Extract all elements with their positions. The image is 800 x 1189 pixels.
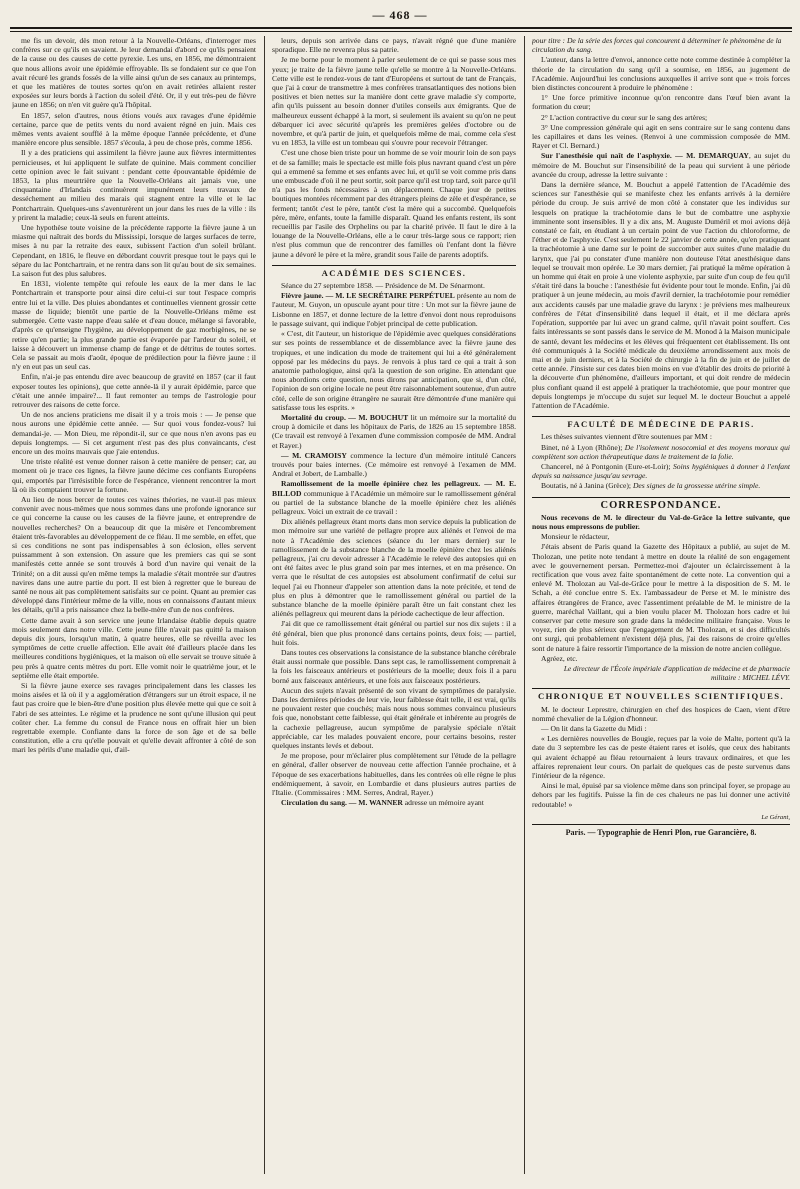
paragraph: Dans toutes ces observations la consistance de la substance blanche cérébrale était aussi normale que possible. Dans sept cas, le ramollissement comprenait à la fois les faisceaux antérieurs et postérieurs de la moelle; deux fois il a paru borné aux faisceaux antérieurs, et une fois aux faisceaux postérieurs.	[272, 648, 516, 685]
paragraph: Les thèses suivantes viennent d'être soutenues par MM :	[541, 432, 712, 442]
paragraph: 2° L'action contractive du cœur sur le sang des artères;	[541, 112, 708, 122]
thesis-entry: Chancerel, né à Pontgonin (Eure-et-Loir); Soins hygiéniques à donner à l'enfant depuis sa naissance jusqu'au sevrage.	[532, 461, 790, 481]
paragraph: Nous recevons de M. le directeur du Val-de-Grâce la lettre suivante, que nous nous empressons de publier.	[532, 512, 790, 531]
paragraph: pour titre : De la série des forces qui concourent à déterminer le phénomène de la circulation du sang.	[532, 36, 782, 55]
paragraph: Dix aliénés pellagreux étant morts dans mon service depuis la publication de mon mémoire sur une variété de pellagre propre aux aliénés et l'envoi de ma note à l'Académie des sciences (séance du 1er mars dernier) sur le ramollissement de la substance blanche de la moelle épinière chez les aliénés pellagreux, j'ai cru devoir adresser à l'Académie le relevé des autopsies qui en ont été faites avec le plus grand soin par mes internes, et en ma présence. On verra que le résultat de ces autopsies est absolument confirmatif de celui sur lequel j'ai eu l'honneur d'appeler son attention dans la note précitée, et tend de plus en plus à démontrer que le ramollissement général ou partiel de la substance blanche de la moelle épinière paraît être un fait constant chez les aliénés pellagreux qui meurent dans la période cachectique de leur affection.	[272, 517, 516, 619]
paragraph: Au lieu de nous bercer de toutes ces vaines théories, ne vaut-il pas mieux convenir avec nous-mêmes que nous sommes dans une profonde ignorance sur ce qui concerne la cause ou les causes de la fièvre jaune, et entreprendre de nouvelles recherches? On a beaucoup dit que la misère et l'encombrement étaient très-favorables au développement de ce fléau. Il me semble, en effet, que si ces conditions ne sont pas indispensables à son éclosion, elles servent puissamment à son extension. On assure que les premiers cas qui se sont manifestés cette année se sont trouvés à bord d'un navire qui venait de la Trinité; on a dit aussi qu'en même temps la maladie s'était montrée sur d'autres navires dans une autre partie du port. Il est bien à regretter que le bureau de santé ne nous ait pas complètement satisfaits sur ce point. Quant au premier cas développé dans l'intérieur même de la ville, nous en connaissons d'autant mieux les détails, qu'il a pris naissance chez la belle-mère d'un de nos confrères.	[12, 494, 256, 615]
paragraph: Sur l'anesthésie qui naît de l'asphyxie. — M. DEMARQUAY, au sujet du mémoire de M. Bouchut sur l'insensibilité de la peau qui survient à une période avancée du croup, adresse la lettre suivante :	[532, 151, 790, 179]
subsection-heading: — M. CRAMOISY	[281, 450, 347, 460]
section-heading-academie: ACADÉMIE DES SCIENCES.	[272, 265, 516, 278]
header-rule-thin	[10, 31, 792, 32]
paragraph: « Les dernières nouvelles de Bougie, reçues par la voie de Malte, portent qu'à la date du 3 septembre les cas de peste étaient rares et isolés, que ceux des habitants qui avaient échappé au fléau retournaient à leurs travaux ordinaires, et que les affaires reprenaient leur cours. On parlait de quelques cas de peste survenus dans l'intérieur de la régence.	[532, 734, 790, 781]
thesis-entry: Boutatis, né à Janina (Grèce); Des signes de la grossesse utérine simple.	[541, 481, 761, 491]
paragraph: 3° Une compression générale qui agit en sens contraire sur le sang contenu dans les capillaires et dans les veines. (Renvoi à une commission composée de MM. Rayer et Cl. Bernard.)	[532, 122, 790, 151]
closing: Agréez, etc.	[541, 653, 578, 663]
paragraph: Dans la dernière séance, M. Bouchut a appelé l'attention de l'Académie des sciences sur l'anesthésie qui se manifeste chez les enfants arrivés à la dernière période du croup. Je suis arrivé de mon côté à constater que les individus sur lesquels on pratique la trachéotomie dans le but de combattre une asphyxie imminente sont insensibles. Il y a dix ans, M. Auguste Duméril et moi avions déjà constaté ce fait, en étudiant à un certain point de vue l'action du chloroforme, de l'éther et de l'asphyxie. C'est seulement le 22 janvier de cette année, qu'en pratiquant la trachéotomie à une dame sur le point de succomber aux suites d'une maladie du larynx, que j'ai pu constater d'une manière non douteuse l'état anesthésique dans lequel se trouvait mon opérée. Le 30 mars dernier, j'ai pratiqué la même opération à un homme qui était en proie à une violente asphyxie, par suite d'un coup de feu qu'il s'était tiré dans la bouche : l'anesthésie fut évidente pour tout le monde. Enfin, j'ai dû pratiquer à un jeune médecin, au mois d'avril dernier, la trachéotomie pour remédier aux accidents causés par une maladie grave du larynx : je préviens mes malheureux confrères de l'état d'insensibilité dans lequel il était, et il me déclara après l'opération, supportée par lui avec un grand calme, qu'il n'avait point souffert. Ces faits intéressants se sont passés dans le service de M. Monod à la Maison municipale de santé, devant les médecins et les élèves qui fréquentent cet établissement. Ils ont été communiqués à la Société médicale du deuxième arrondissement aux mois de mai et de juin derniers, et à la Société de chirurgie à la fin de juin et de juillet de cette année. J'insiste sur ces dates bien moins en vue d'établir des droits de priorité à la découverte d'un phénomène, d'ailleurs important, et qui doit rendre de médecin plus confiant quand il est appelé à pratiquer la trachéotomie, que pour montrer que depuis longtemps je m'occupe du sujet sur lequel M. le docteur Bouchut a appelé l'attention de l'Académie.	[532, 180, 790, 410]
page-number: — 468 —	[372, 8, 428, 22]
paragraph: — M. CRAMOISY commence la lecture d'un mémoire intitulé Cancers trouvés pour baies internes. (Ce mémoire est renvoyé à l'examen de MM. Andral et Jobert, de Lamballe.)	[272, 450, 516, 479]
paragraph: Cette dame avait à son service une jeune Irlandaise établie depuis quatre mois seulement dans notre ville. Cette jeune fille n'avait pas quitté la maison depuis dix jours, lorsqu'un matin, à quatre heures, elle se réveilla avec les symptômes de cette cruelle affection. Elle avait été d'ailleurs placée dans les meilleures conditions hygiéniques, et la maison où elle servait se trouve située à peu près à quatre cents mètres du port. Elle vomit noir le quatrième jour, et le septième elle était emportée.	[12, 615, 256, 680]
signature: Le directeur de l'École impériale d'application de médecine et de pharmacie militaire : MICHEL LÉVY.	[563, 664, 790, 683]
column-3	[532, 36, 790, 1174]
seance-line: Séance du 27 septembre 1858. — Présidence de M. De Sénarmont.	[281, 281, 485, 291]
paragraph: Mortalité du croup. — M. BOUCHUT lit un mémoire sur la mortalité du croup à domicile et dans les hôpitaux de Paris, de 1826 au 15 septembre 1858. (Ce travail est renvoyé à l'examen d'une commission composée de MM. Andral et Rayer.)	[272, 412, 516, 450]
paragraph: Ramollissement de la moelle épinière chez les pellagreux. — M. E. BILLOD communique à l'Académie un mémoire sur le ramollissement général ou partiel de la substance blanche de la moelle épinière chez les aliénés pellagreux. Voici un extrait de ce travail :	[272, 479, 516, 516]
column-2	[272, 36, 516, 1174]
gerant-label: Le Gérant,	[761, 813, 790, 821]
paragraph: Fièvre jaune. — M. LE SECRÉTAIRE PERPÉTUEL présente au nom de l'auteur, M. Guyon, un opuscule ayant pour titre : Un mot sur la fièvre jaune de Lisbonne en 1857, et donne lecture de la lettre d'envoi dont nous reproduisons le passage suivant, qui indique l'objet principal de cette publication.	[272, 291, 516, 328]
paragraph: Aucun des sujets n'avait présenté de son vivant de symptômes de paralysie. Dans les dernières périodes de leur vie, leur faiblesse était telle, il est vrai, qu'ils ne pouvaient rester que couchés; mais nous nous sommes convaincu plusieurs fois que, nonobstant cette faiblesse, qui était générale et inhérente au progrès de la cachexie pellagreuse, aucun symptôme de paralysie spéciale n'était appréciable, car les malades pouvaient encore, pour certains besoins, rester quelques instants levés et debout.	[272, 685, 516, 751]
header-rule	[10, 27, 792, 29]
paragraph: Une hypothèse toute voisine de la précédente rapporte la fièvre jaune à un miasme qui naîtrait des bords du Mississipi, lorsque de larges surfaces de terre, mises à nu par la retraite des eaux, subissent l'action d'un soleil brûlant. Cependant, en 1816, le fleuve en débordant couvrit presque tout le pays qui le sépare du lac Pontchartrain, et ne rentra dans son lit qu'au bout de six semaines. La saison fut des plus salubres.	[12, 223, 256, 279]
paragraph: L'auteur, dans la lettre d'envoi, annonce cette note comme destinée à compléter la théorie de la circulation du sang qu'il a soumise, en 1856, au jugement de l'Académie. Aujourd'hui les conclusions auxquelles il arrive sont que « trois forces bien distinctes concourent à produire le phénomène :	[532, 55, 790, 93]
paragraph: Enfin, n'ai-je pas entendu dire avec beaucoup de gravité en 1857 (car il faut exposer toutes les opinions), que cette année-là il y aurait épidémie, parce que c'était une année impaire?... Il faut remonter au temps de l'astrologie pour retrouver des raisons de cette force.	[12, 372, 256, 409]
paragraph: En 1857, selon d'autres, nous étions voués aux ravages d'une épidémie certaine, parce que de petits vents du nord avaient régné en juin. Mais ces mêmes vents avaient soufflé à la même époque l'année précédente, et d'une manière encore plus sensible. 1857 s'écoula, à peu de chose près, comme 1856.	[12, 110, 256, 148]
paragraph: Une triste réalité est venue donner raison à cette manière de penser; car, au moment où je trace ces lignes, la fièvre jaune décime ces confiants Européens qui, emportés par l'irrésistible force de l'espérance, viennent rencontrer la mort là où ils comptaient trouver la fortune.	[12, 457, 256, 494]
column-1	[12, 36, 256, 1174]
paragraph: leurs, depuis son arrivée dans ce pays, n'avait régné que d'une manière sporadique. Elle ne revenra plus sa patrie.	[272, 36, 516, 55]
subsection-heading: Mortalité du croup. — M. BOUCHUT	[281, 412, 409, 422]
paragraph: En 1831, violente tempête qui refoule les eaux de la mer dans le lac Pontchartrain et transporte pour ainsi dire celui-ci sur tout l'espace compris entre lui et la ville. Des pluies abondantes et continuelles viennent grossir cette masse de liquide; bientôt une partie de la Nouvelle-Orléans même est submergée. Cette vaste nappe d'eau salée et d'eau douce, mélange si favorable, d'après ce qu'enseigne l'hygiène, au développement de gaz morbigènes, ne se retire qu'en partie; la plus grande partie est évaporée par l'ardeur du soleil, et laisse à découvert un immense champ de fange et de détritus de toutes sortes. Cela se passait au mois d'août, époque de prédilection pour la fièvre jaune : il n'y en eut pas un seul cas.	[12, 279, 256, 372]
column-divider	[524, 36, 525, 1174]
printer-imprint: Paris. — Typographie de Henri Plon, rue Garancière, 8.	[532, 824, 790, 837]
paragraph: Circulation du sang. — M. WANNER adresse un mémoire ayant	[281, 798, 484, 808]
section-heading-correspondance: CORRESPONDANCE.	[532, 497, 790, 510]
paragraph: 1° Une force primitive inconnue qu'on rencontre dans l'œuf bien avant la formation du cœur;	[532, 93, 790, 112]
subsection-heading: Ramollissement de la moelle épinière chez les pellagreux. — M. E. BILLOD	[272, 479, 516, 498]
paragraph: Un de nos anciens praticiens me disait il y a trois mois : — Je pense que nous aurons une épidémie cette année. — Sur quoi vous fondez-vous? lui demandai-je. — Mon Dieu, me répondit-il, sur ce que nous n'en avons pas eu depuis longtemps. — Si cet argument n'est pas des plus convaincants, c'est encore un des moins mauvais que j'aie entendus.	[12, 410, 256, 456]
paragraph: J'étais absent de Paris quand la Gazette des Hôpitaux a publié, au sujet de M. Tholozan, une petite note tendant à mettre en doute la réalité de son engagement avec le gouvernement persan. Permettez-moi d'ajouter un éclaircissement à la rectification que vous avez faite spontanément de cette note. La convention qui a enlevé M. Tholozan au Val-de-Grâce pour le mettre à la disposition de S. M. le Schah, a été conclue entre S. Ex. l'ambassadeur de Perse et M. le ministre des affaires étrangères de France, avec l'assentiment préalable de M. le ministre de la guerre, maréchal Vaillant, qui a bien voulu placer M. Tholozan hors cadre et lui conserver par cette mesure son grade dans la médecine militaire française. Vous le voyez, rien de plus sérieux que l'engagement de M. Tholozan, et si des difficultés ont surgi, qui probablement n'existent déjà plus, j'ai des raisons de croire qu'elles sont de nature à faire ressortir l'importance de la mission de notre ancien collègue.	[532, 542, 790, 653]
paragraph: « C'est, dit l'auteur, un historique de l'épidémie avec quelques considérations sur ses points de ressemblance et de dissemblance avec la fièvre jaune des tropiques, et une indication du mode de traitement qui lui a été généralement opposé par les médecins du pays. Je renvois à plus tard ce qui a trait à son anatomie pathologique, ainsi qu'à la question de son origine. En attendant que nous abordions cette question, nous dirons par anticipation, que si, d'un côté, l'opinion de son origine locale ne peut être raisonnablement soutenue, d'un autre côté, celle de son origine étrangère ne saurait être démontrée d'une manière qui satisfasse tous les esprits. »	[272, 329, 516, 412]
subsection-heading: Circulation du sang. — M. WANNER	[281, 798, 403, 808]
paragraph: — On lit dans la Gazette du Midi :	[541, 724, 647, 734]
thesis-entry: Binet, né à Lyon (Rhône); De l'isolement nosocomial et des moyens moraux qui complètent son action thérapeutique dans le traitement de la folie.	[532, 442, 790, 461]
paragraph: me fis un devoir, dès mon retour à la Nouvelle-Orléans, d'interroger mes confrères sur ce qu'ils en savaient. Je leur demandai d'abord ce qu'ils pensaient de la cause ou des causes de cette pyrexie. Les uns, en 1856, me démontraient que nous allions avoir une épidémie effroyable. Ils se fondaient sur ce que l'on avait récuré les grands fossés de la ville ainsi qu'un de ses canaux au printemps, et que les matières de toutes sortes qu'on en avait retirées allaient rester exposées sur leurs bords à l'action du soleil d'été. Or, il y eut très-peu de fièvre jaune en 1856; on n'en vit guère qu'à l'hôpital.	[12, 36, 256, 110]
subsection-heading: Sur l'anesthésie qui naît de l'asphyxie. — M. DEMARQUAY	[541, 151, 749, 161]
paragraph: Il y a des praticiens qui assimilent la fièvre jaune aux fièvres intermittentes pernicieuses, et lui appliquent le sulfate de quinine. Mais comment concilier cette opinion avec le fait suivant : pendant cette épouvantable épidémie de 1853, la plus meurtrière que la Nouvelle-Orléans ait jamais vue, une cinquantaine d'Irlandais continuèrent impunément leurs travaux de desséchement au milieu des marais qui stagnent entre la ville et le lac Pontchartrain. Quelques-uns s'aventurèrent un jour dans les rues de la ville : ils y prirent la maladie; ceux-là seuls en furent atteints.	[12, 148, 256, 222]
paragraph: M. le docteur Leprestre, chirurgien en chef des hospices de Caen, vient d'être nommé chevalier de la Légion d'honneur.	[532, 704, 790, 723]
paragraph: Je me borne pour le moment à parler seulement de ce qui se passe sous mes yeux; je traite de la fièvre jaune telle qu'elle se montre à la Nouvelle-Orléans. Cette ville est le rendez-vous de tant d'Européens et surtout de tant de Français, que j'ai à cœur de transmettre à mes confrères transatlantiques des notions bien positives et bien nettes sur la manière dont cette grave maladie s'y comporte, afin qu'ils puissent au besoin donner d'utiles conseils aux émigrants. Que de malheureux eussent échappé à la mort, si seulement ils avaient su qu'on ne peut débarquer ici avec sécurité qu'après les premières gelées d'octobre ou de novembre, et qu'à partir de juin, et quelquefois même de mai, comme cela s'est vu en 1853, la ville est un tombeau qui s'ouvre pour recevoir l'étranger.	[272, 55, 516, 148]
section-heading-chronique: CHRONIQUE ET NOUVELLES SCIENTIFIQUES.	[532, 688, 790, 701]
paragraph: J'ai dit que ce ramollissement était général ou partiel sur nos dix sujets : il a été général, bien que plus prononcé dans certains points, deux fois; — partiel, huit fois.	[272, 619, 516, 647]
section-heading-faculte: FACULTÉ DE MÉDECINE DE PARIS.	[532, 416, 790, 429]
paragraph: Je me propose, pour m'éclairer plus complètement sur l'étude de la pellagre en général, d'aller observer de nouveau cette affection l'année prochaine, et à l'époque de ses exacerbations habituelles, dans les contrées où elle règne le plus endémiquement, à savoir, en Lombardie et dans plusieurs autres parties de l'Italie. (Commissaires : MM. Serres, Andral, Rayer.)	[272, 751, 516, 798]
column-divider	[264, 36, 265, 1174]
paragraph: Si la fièvre jaune exerce ses ravages principalement dans les classes les moins aisées et là où il y a agglomération d'étrangers sur un étroit espace, il ne faut pas croire que le bien-être d'une position plus élevée mette qui que ce soit à l'abri de ses atteintes. Le régime et la prudence ne sont qu'une illusion qui peut coûter cher. La femme du consul de France nous en offrait hier un bien regrettable exemple. Confiante dans la force de son âge et de sa belle constitution, elle a cru qu'elle pouvait et qu'elle devait affronter à côté de son mari les périls d'une maladie qui, d'ail-	[12, 681, 256, 755]
paragraph: C'est une chose bien triste pour un homme de se voir mourir loin de son pays et de sa famille; mais le spectacle est mille fois plus navrant quand c'est un père qui a emmené sa femme et ses enfants avec lui, et qu'il se voit comme pris dans une embuscade d'où il ne peut sortir, soit parce qu'il est trop tard, soit parce qu'il n'a pas les fonds nécessaires à un déplacement. Chaque jour de petites boutiques montées récemment par des étrangers pleins de zèle et d'espérance, se ferment; tantôt c'est le père, tantôt c'est la mère qui a succombé. Quelquefois père, mère, enfants, toute la famille disparaît. Quand les enfants restent, ils sont recueillis par l'asile des Orphelins ou par la charité privée. Il faut le dire à la louange de la Nouvelle-Orléans, elle a le cœur très-large sous ce rapport; rien n'est plus commun que de rencontrer des familles où l'enfant dont la fièvre jaune a dévoré le père et la mère, grandit sous l'aile de parents adoptifs.	[272, 148, 516, 259]
salutation: Monsieur le rédacteur,	[541, 532, 610, 542]
subsection-heading: Fièvre jaune. — M. LE SECRÉTAIRE PERPÉTUEL	[281, 291, 455, 301]
paragraph: Ainsi le mal, épuisé par sa violence même dans son principal foyer, se propage au dehors par les fugitifs. Puisse la fin de ces chaleurs ne pas lui donner une activité redoutable! »	[532, 781, 790, 809]
